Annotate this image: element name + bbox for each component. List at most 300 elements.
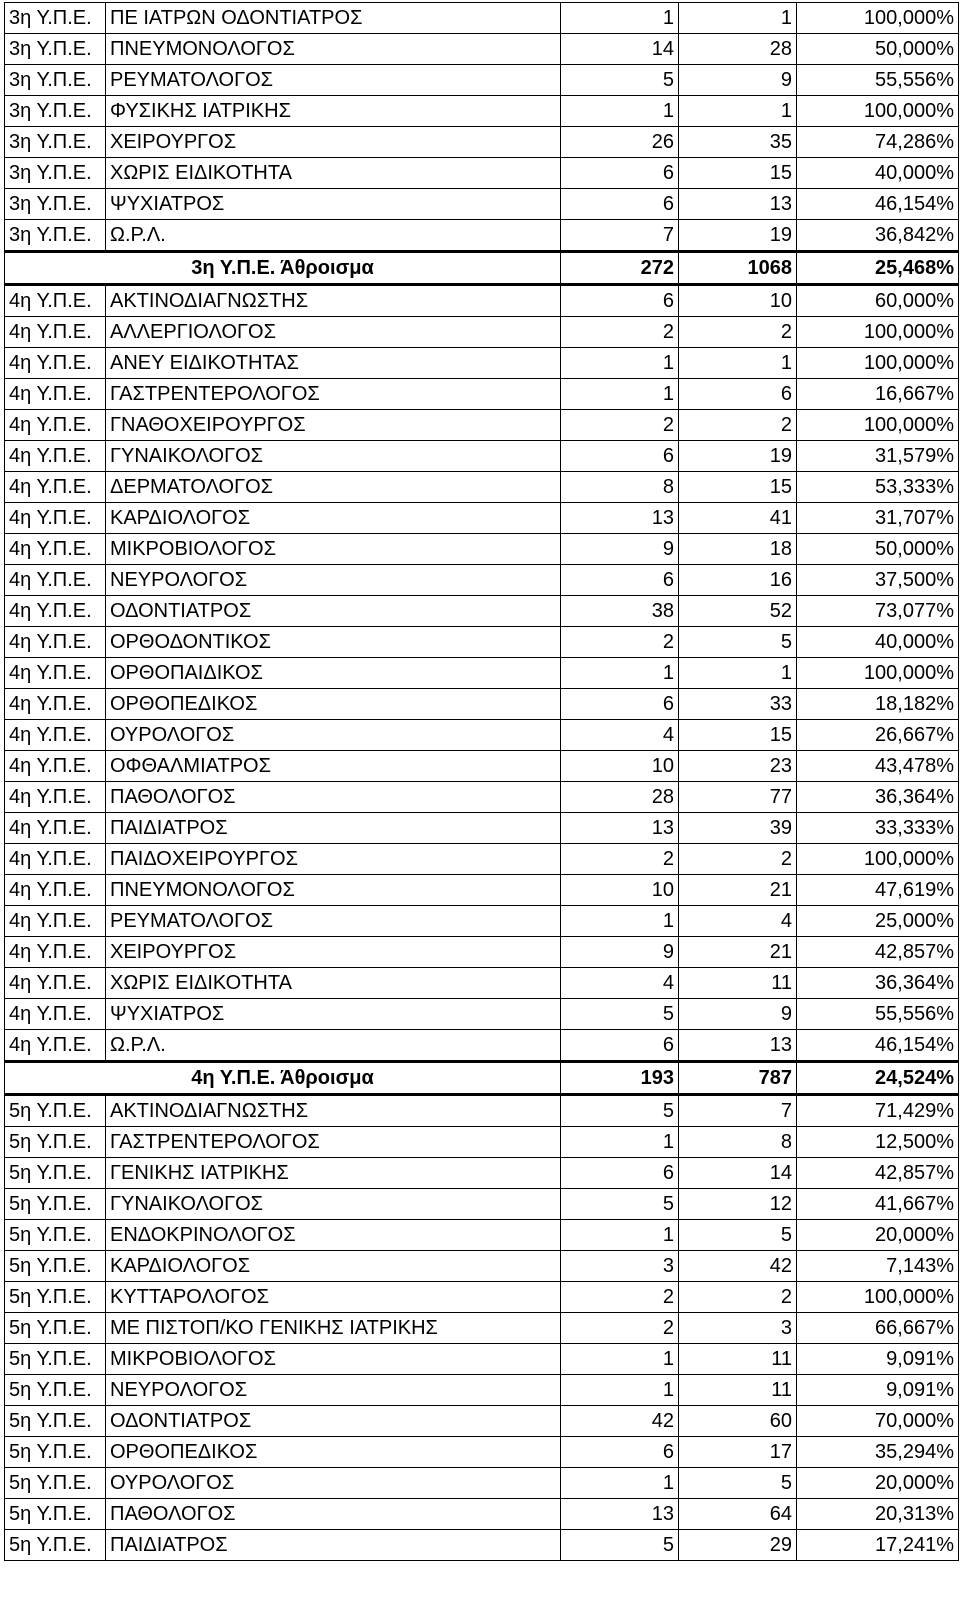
- percent-cell: 100,000%: [797, 3, 959, 34]
- table-row: [5, 1189, 959, 1220]
- percent-cell: 100,000%: [797, 348, 959, 379]
- specialty-cell: ΠΕ ΙΑΤΡΩΝ ΟΔΟΝΤΙΑΤΡΟΣ: [106, 3, 561, 34]
- table-row: [5, 813, 959, 844]
- region-cell: 4η Υ.Π.Ε.: [5, 503, 106, 534]
- percent-cell: 16,667%: [797, 379, 959, 410]
- count-a-cell: 13: [561, 503, 679, 534]
- count-a-cell: 4: [561, 968, 679, 999]
- count-a-cell: 4: [561, 720, 679, 751]
- region-cell: 4η Υ.Π.Ε.: [5, 441, 106, 472]
- specialty-cell: ΠΑΙΔΙΑΤΡΟΣ: [106, 813, 561, 844]
- region-cell: 5η Υ.Π.Ε.: [5, 1127, 106, 1158]
- specialty-cell: ΟΔΟΝΤΙΑΤΡΟΣ: [106, 1406, 561, 1437]
- percent-cell: 25,468%: [797, 252, 959, 285]
- count-b-cell: 42: [679, 1251, 797, 1282]
- region-cell: 4η Υ.Π.Ε.: [5, 875, 106, 906]
- percent-cell: 40,000%: [797, 158, 959, 189]
- table-row: [5, 65, 959, 96]
- region-cell: 3η Υ.Π.Ε.: [5, 158, 106, 189]
- count-b-cell: 13: [679, 1030, 797, 1062]
- specialty-cell: ΟΡΘΟΠΕΔΙΚΟΣ: [106, 1437, 561, 1468]
- percent-cell: 42,857%: [797, 1158, 959, 1189]
- count-a-cell: 6: [561, 565, 679, 596]
- percent-cell: 36,842%: [797, 220, 959, 252]
- percent-cell: 25,000%: [797, 906, 959, 937]
- count-a-cell: 28: [561, 782, 679, 813]
- count-a-cell: 5: [561, 1095, 679, 1127]
- count-a-cell: 1: [561, 96, 679, 127]
- region-cell: 4η Υ.Π.Ε.: [5, 379, 106, 410]
- count-b-cell: 1: [679, 658, 797, 689]
- table-row: [5, 751, 959, 782]
- count-b-cell: 9: [679, 65, 797, 96]
- count-b-cell: 16: [679, 565, 797, 596]
- count-a-cell: 2: [561, 317, 679, 348]
- percent-cell: 33,333%: [797, 813, 959, 844]
- count-a-cell: 26: [561, 127, 679, 158]
- count-a-cell: 272: [561, 252, 679, 285]
- region-cell: 4η Υ.Π.Ε.: [5, 844, 106, 875]
- percent-cell: 50,000%: [797, 34, 959, 65]
- count-b-cell: 9: [679, 999, 797, 1030]
- specialty-cell: ΜΕ ΠΙΣΤΟΠ/ΚΟ ΓΕΝΙΚΗΣ ΙΑΤΡΙΚΗΣ: [106, 1313, 561, 1344]
- count-b-cell: 60: [679, 1406, 797, 1437]
- table-row: [5, 1313, 959, 1344]
- percent-cell: 12,500%: [797, 1127, 959, 1158]
- table-row: [5, 720, 959, 751]
- percent-cell: 53,333%: [797, 472, 959, 503]
- region-cell: 4η Υ.Π.Ε.: [5, 968, 106, 999]
- count-b-cell: 19: [679, 220, 797, 252]
- percent-cell: 100,000%: [797, 1282, 959, 1313]
- specialty-cell: ΝΕΥΡΟΛΟΓΟΣ: [106, 1375, 561, 1406]
- table-row: [5, 906, 959, 937]
- count-b-cell: 2: [679, 1282, 797, 1313]
- table-row: [5, 379, 959, 410]
- count-b-cell: 15: [679, 720, 797, 751]
- percent-cell: 100,000%: [797, 410, 959, 441]
- region-cell: 4η Υ.Π.Ε.: [5, 720, 106, 751]
- subtotal-row: [5, 252, 959, 285]
- count-a-cell: 1: [561, 1375, 679, 1406]
- percent-cell: 20,000%: [797, 1220, 959, 1251]
- count-a-cell: 5: [561, 1530, 679, 1561]
- count-b-cell: 1: [679, 3, 797, 34]
- count-b-cell: 2: [679, 844, 797, 875]
- specialty-cell: ΟΡΘΟΠΕΔΙΚΟΣ: [106, 689, 561, 720]
- count-a-cell: 6: [561, 189, 679, 220]
- percent-cell: 46,154%: [797, 1030, 959, 1062]
- count-a-cell: 10: [561, 751, 679, 782]
- subtotal-label: 4η Υ.Π.Ε. Άθροισμα: [5, 1062, 561, 1095]
- percent-cell: 74,286%: [797, 127, 959, 158]
- count-b-cell: 29: [679, 1530, 797, 1561]
- count-a-cell: 1: [561, 379, 679, 410]
- count-b-cell: 35: [679, 127, 797, 158]
- count-b-cell: 2: [679, 410, 797, 441]
- statistics-table: [4, 2, 959, 1561]
- region-cell: 5η Υ.Π.Ε.: [5, 1406, 106, 1437]
- region-cell: 5η Υ.Π.Ε.: [5, 1468, 106, 1499]
- specialty-cell: ΑΝΕΥ ΕΙΔΙΚΟΤΗΤΑΣ: [106, 348, 561, 379]
- table-row: [5, 658, 959, 689]
- table-row: [5, 875, 959, 906]
- table-row: [5, 596, 959, 627]
- table-row: [5, 1220, 959, 1251]
- region-cell: 4η Υ.Π.Ε.: [5, 999, 106, 1030]
- percent-cell: 47,619%: [797, 875, 959, 906]
- count-b-cell: 18: [679, 534, 797, 565]
- table-body: [5, 3, 959, 1561]
- count-a-cell: 2: [561, 1282, 679, 1313]
- count-a-cell: 6: [561, 689, 679, 720]
- table-row: [5, 472, 959, 503]
- percent-cell: 70,000%: [797, 1406, 959, 1437]
- percent-cell: 36,364%: [797, 968, 959, 999]
- count-a-cell: 6: [561, 1030, 679, 1062]
- count-b-cell: 13: [679, 189, 797, 220]
- region-cell: 3η Υ.Π.Ε.: [5, 220, 106, 252]
- count-a-cell: 42: [561, 1406, 679, 1437]
- count-a-cell: 6: [561, 285, 679, 317]
- table-row: [5, 968, 959, 999]
- table-row: [5, 1344, 959, 1375]
- count-b-cell: 33: [679, 689, 797, 720]
- table-row: [5, 96, 959, 127]
- specialty-cell: ΠΑΙΔΟΧΕΙΡΟΥΡΓΟΣ: [106, 844, 561, 875]
- percent-cell: 41,667%: [797, 1189, 959, 1220]
- table-row: [5, 34, 959, 65]
- percent-cell: 36,364%: [797, 782, 959, 813]
- specialty-cell: ΝΕΥΡΟΛΟΓΟΣ: [106, 565, 561, 596]
- region-cell: 4η Υ.Π.Ε.: [5, 565, 106, 596]
- count-a-cell: 5: [561, 999, 679, 1030]
- table-row: [5, 410, 959, 441]
- table-row: [5, 348, 959, 379]
- count-a-cell: 1: [561, 1220, 679, 1251]
- table-row: [5, 3, 959, 34]
- specialty-cell: ΜΙΚΡΟΒΙΟΛΟΓΟΣ: [106, 534, 561, 565]
- percent-cell: 71,429%: [797, 1095, 959, 1127]
- region-cell: 5η Υ.Π.Ε.: [5, 1095, 106, 1127]
- table-row: [5, 220, 959, 252]
- percent-cell: 31,579%: [797, 441, 959, 472]
- region-cell: 4η Υ.Π.Ε.: [5, 285, 106, 317]
- count-b-cell: 41: [679, 503, 797, 534]
- count-a-cell: 5: [561, 1189, 679, 1220]
- percent-cell: 31,707%: [797, 503, 959, 534]
- count-b-cell: 8: [679, 1127, 797, 1158]
- percent-cell: 9,091%: [797, 1375, 959, 1406]
- table-row: [5, 189, 959, 220]
- percent-cell: 43,478%: [797, 751, 959, 782]
- count-b-cell: 15: [679, 158, 797, 189]
- region-cell: 5η Υ.Π.Ε.: [5, 1251, 106, 1282]
- percent-cell: 7,143%: [797, 1251, 959, 1282]
- count-a-cell: 6: [561, 158, 679, 189]
- count-a-cell: 1: [561, 1344, 679, 1375]
- table-row: [5, 1030, 959, 1062]
- table-row: [5, 285, 959, 317]
- table-row: [5, 1127, 959, 1158]
- table-row: [5, 317, 959, 348]
- table-row: [5, 999, 959, 1030]
- specialty-cell: ΡΕΥΜΑΤΟΛΟΓΟΣ: [106, 65, 561, 96]
- region-cell: 3η Υ.Π.Ε.: [5, 127, 106, 158]
- specialty-cell: ΟΔΟΝΤΙΑΤΡΟΣ: [106, 596, 561, 627]
- count-b-cell: 1068: [679, 252, 797, 285]
- region-cell: 4η Υ.Π.Ε.: [5, 317, 106, 348]
- specialty-cell: ΚΑΡΔΙΟΛΟΓΟΣ: [106, 503, 561, 534]
- table-row: [5, 1095, 959, 1127]
- specialty-cell: ΧΩΡΙΣ ΕΙΔΙΚΟΤΗΤΑ: [106, 968, 561, 999]
- count-b-cell: 17: [679, 1437, 797, 1468]
- percent-cell: 55,556%: [797, 999, 959, 1030]
- count-b-cell: 12: [679, 1189, 797, 1220]
- percent-cell: 17,241%: [797, 1530, 959, 1561]
- specialty-cell: ΟΡΘΟΠΑΙΔΙΚΟΣ: [106, 658, 561, 689]
- region-cell: 3η Υ.Π.Ε.: [5, 189, 106, 220]
- specialty-cell: ΓΕΝΙΚΗΣ ΙΑΤΡΙΚΗΣ: [106, 1158, 561, 1189]
- region-cell: 4η Υ.Π.Ε.: [5, 596, 106, 627]
- region-cell: 5η Υ.Π.Ε.: [5, 1189, 106, 1220]
- subtotal-row: [5, 1062, 959, 1095]
- specialty-cell: ΓΥΝΑΙΚΟΛΟΓΟΣ: [106, 441, 561, 472]
- region-cell: 5η Υ.Π.Ε.: [5, 1530, 106, 1561]
- region-cell: 5η Υ.Π.Ε.: [5, 1499, 106, 1530]
- region-cell: 5η Υ.Π.Ε.: [5, 1344, 106, 1375]
- count-b-cell: 39: [679, 813, 797, 844]
- percent-cell: 42,857%: [797, 937, 959, 968]
- count-a-cell: 193: [561, 1062, 679, 1095]
- table-row: [5, 127, 959, 158]
- count-b-cell: 5: [679, 1468, 797, 1499]
- percent-cell: 9,091%: [797, 1344, 959, 1375]
- subtotal-label: 3η Υ.Π.Ε. Άθροισμα: [5, 252, 561, 285]
- count-a-cell: 7: [561, 220, 679, 252]
- specialty-cell: ΑΚΤΙΝΟΔΙΑΓΝΩΣΤΗΣ: [106, 1095, 561, 1127]
- percent-cell: 100,000%: [797, 844, 959, 875]
- specialty-cell: ΓΝΑΘΟΧΕΙΡΟΥΡΓΟΣ: [106, 410, 561, 441]
- table-row: [5, 441, 959, 472]
- region-cell: 3η Υ.Π.Ε.: [5, 65, 106, 96]
- count-a-cell: 13: [561, 813, 679, 844]
- region-cell: 4η Υ.Π.Ε.: [5, 1030, 106, 1062]
- region-cell: 4η Υ.Π.Ε.: [5, 813, 106, 844]
- region-cell: 4η Υ.Π.Ε.: [5, 782, 106, 813]
- specialty-cell: ΓΥΝΑΙΚΟΛΟΓΟΣ: [106, 1189, 561, 1220]
- percent-cell: 50,000%: [797, 534, 959, 565]
- percent-cell: 66,667%: [797, 1313, 959, 1344]
- count-b-cell: 10: [679, 285, 797, 317]
- region-cell: 5η Υ.Π.Ε.: [5, 1375, 106, 1406]
- specialty-cell: ΟΦΘΑΛΜΙΑΤΡΟΣ: [106, 751, 561, 782]
- region-cell: 5η Υ.Π.Ε.: [5, 1313, 106, 1344]
- specialty-cell: ΦΥΣΙΚΗΣ ΙΑΤΡΙΚΗΣ: [106, 96, 561, 127]
- count-a-cell: 2: [561, 627, 679, 658]
- table-row: [5, 565, 959, 596]
- count-b-cell: 64: [679, 1499, 797, 1530]
- specialty-cell: ΚΑΡΔΙΟΛΟΓΟΣ: [106, 1251, 561, 1282]
- percent-cell: 35,294%: [797, 1437, 959, 1468]
- count-b-cell: 1: [679, 348, 797, 379]
- table-row: [5, 1375, 959, 1406]
- count-b-cell: 19: [679, 441, 797, 472]
- count-a-cell: 5: [561, 65, 679, 96]
- count-b-cell: 11: [679, 1375, 797, 1406]
- specialty-cell: ΕΝΔΟΚΡΙΝΟΛΟΓΟΣ: [106, 1220, 561, 1251]
- region-cell: 4η Υ.Π.Ε.: [5, 937, 106, 968]
- count-b-cell: 21: [679, 875, 797, 906]
- specialty-cell: ΟΡΘΟΔΟΝΤΙΚΟΣ: [106, 627, 561, 658]
- specialty-cell: ΠΑΙΔΙΑΤΡΟΣ: [106, 1530, 561, 1561]
- count-b-cell: 5: [679, 1220, 797, 1251]
- count-b-cell: 52: [679, 596, 797, 627]
- specialty-cell: ΜΙΚΡΟΒΙΟΛΟΓΟΣ: [106, 1344, 561, 1375]
- count-a-cell: 13: [561, 1499, 679, 1530]
- specialty-cell: ΧΕΙΡΟΥΡΓΟΣ: [106, 127, 561, 158]
- region-cell: 4η Υ.Π.Ε.: [5, 348, 106, 379]
- region-cell: 4η Υ.Π.Ε.: [5, 751, 106, 782]
- count-b-cell: 787: [679, 1062, 797, 1095]
- count-a-cell: 1: [561, 1127, 679, 1158]
- specialty-cell: ΨΥΧΙΑΤΡΟΣ: [106, 189, 561, 220]
- count-b-cell: 21: [679, 937, 797, 968]
- region-cell: 4η Υ.Π.Ε.: [5, 627, 106, 658]
- specialty-cell: ΠΝΕΥΜΟΝΟΛΟΓΟΣ: [106, 34, 561, 65]
- percent-cell: 37,500%: [797, 565, 959, 596]
- count-b-cell: 11: [679, 968, 797, 999]
- count-a-cell: 1: [561, 1468, 679, 1499]
- count-a-cell: 3: [561, 1251, 679, 1282]
- count-a-cell: 10: [561, 875, 679, 906]
- specialty-cell: ΠΑΘΟΛΟΓΟΣ: [106, 782, 561, 813]
- table-row: [5, 782, 959, 813]
- specialty-cell: ΔΕΡΜΑΤΟΛΟΓΟΣ: [106, 472, 561, 503]
- specialty-cell: ΚΥΤΤΑΡΟΛΟΓΟΣ: [106, 1282, 561, 1313]
- count-b-cell: 14: [679, 1158, 797, 1189]
- count-b-cell: 77: [679, 782, 797, 813]
- percent-cell: 100,000%: [797, 96, 959, 127]
- count-a-cell: 1: [561, 658, 679, 689]
- region-cell: 4η Υ.Π.Ε.: [5, 410, 106, 441]
- count-a-cell: 1: [561, 906, 679, 937]
- count-a-cell: 9: [561, 937, 679, 968]
- table-row: [5, 844, 959, 875]
- count-a-cell: 14: [561, 34, 679, 65]
- count-a-cell: 2: [561, 844, 679, 875]
- specialty-cell: ΑΛΛΕΡΓΙΟΛΟΓΟΣ: [106, 317, 561, 348]
- specialty-cell: ΟΥΡΟΛΟΓΟΣ: [106, 720, 561, 751]
- specialty-cell: ΟΥΡΟΛΟΓΟΣ: [106, 1468, 561, 1499]
- table-row: [5, 1406, 959, 1437]
- table-row: [5, 1468, 959, 1499]
- specialty-cell: ΠΝΕΥΜΟΝΟΛΟΓΟΣ: [106, 875, 561, 906]
- count-a-cell: 38: [561, 596, 679, 627]
- count-a-cell: 6: [561, 1437, 679, 1468]
- count-b-cell: 4: [679, 906, 797, 937]
- count-a-cell: 1: [561, 348, 679, 379]
- specialty-cell: ΓΑΣΤΡΕΝΤΕΡΟΛΟΓΟΣ: [106, 1127, 561, 1158]
- region-cell: 5η Υ.Π.Ε.: [5, 1158, 106, 1189]
- specialty-cell: ΓΑΣΤΡΕΝΤΕΡΟΛΟΓΟΣ: [106, 379, 561, 410]
- percent-cell: 40,000%: [797, 627, 959, 658]
- table-row: [5, 689, 959, 720]
- region-cell: 5η Υ.Π.Ε.: [5, 1282, 106, 1313]
- count-b-cell: 1: [679, 96, 797, 127]
- table-row: [5, 158, 959, 189]
- region-cell: 4η Υ.Π.Ε.: [5, 906, 106, 937]
- table-row: [5, 503, 959, 534]
- region-cell: 5η Υ.Π.Ε.: [5, 1437, 106, 1468]
- count-b-cell: 2: [679, 317, 797, 348]
- specialty-cell: ΨΥΧΙΑΤΡΟΣ: [106, 999, 561, 1030]
- table-row: [5, 1282, 959, 1313]
- region-cell: 3η Υ.Π.Ε.: [5, 34, 106, 65]
- count-a-cell: 9: [561, 534, 679, 565]
- percent-cell: 73,077%: [797, 596, 959, 627]
- count-b-cell: 23: [679, 751, 797, 782]
- count-b-cell: 3: [679, 1313, 797, 1344]
- region-cell: 4η Υ.Π.Ε.: [5, 689, 106, 720]
- count-b-cell: 5: [679, 627, 797, 658]
- percent-cell: 60,000%: [797, 285, 959, 317]
- region-cell: 4η Υ.Π.Ε.: [5, 658, 106, 689]
- region-cell: 3η Υ.Π.Ε.: [5, 96, 106, 127]
- percent-cell: 20,313%: [797, 1499, 959, 1530]
- percent-cell: 26,667%: [797, 720, 959, 751]
- specialty-cell: Ω.Ρ.Λ.: [106, 1030, 561, 1062]
- specialty-cell: ΧΕΙΡΟΥΡΓΟΣ: [106, 937, 561, 968]
- region-cell: 4η Υ.Π.Ε.: [5, 472, 106, 503]
- table-row: [5, 534, 959, 565]
- percent-cell: 24,524%: [797, 1062, 959, 1095]
- count-b-cell: 6: [679, 379, 797, 410]
- count-a-cell: 6: [561, 441, 679, 472]
- count-b-cell: 28: [679, 34, 797, 65]
- specialty-cell: ΠΑΘΟΛΟΓΟΣ: [106, 1499, 561, 1530]
- count-b-cell: 15: [679, 472, 797, 503]
- table-row: [5, 937, 959, 968]
- count-a-cell: 2: [561, 410, 679, 441]
- percent-cell: 100,000%: [797, 317, 959, 348]
- percent-cell: 46,154%: [797, 189, 959, 220]
- region-cell: 5η Υ.Π.Ε.: [5, 1220, 106, 1251]
- specialty-cell: Ω.Ρ.Λ.: [106, 220, 561, 252]
- specialty-cell: ΧΩΡΙΣ ΕΙΔΙΚΟΤΗΤΑ: [106, 158, 561, 189]
- table-row: [5, 1499, 959, 1530]
- table-row: [5, 1158, 959, 1189]
- specialty-cell: ΡΕΥΜΑΤΟΛΟΓΟΣ: [106, 906, 561, 937]
- count-a-cell: 8: [561, 472, 679, 503]
- percent-cell: 100,000%: [797, 658, 959, 689]
- region-cell: 4η Υ.Π.Ε.: [5, 534, 106, 565]
- table-row: [5, 1530, 959, 1561]
- table-row: [5, 1251, 959, 1282]
- region-cell: 3η Υ.Π.Ε.: [5, 3, 106, 34]
- count-a-cell: 6: [561, 1158, 679, 1189]
- specialty-cell: ΑΚΤΙΝΟΔΙΑΓΝΩΣΤΗΣ: [106, 285, 561, 317]
- percent-cell: 18,182%: [797, 689, 959, 720]
- count-a-cell: 2: [561, 1313, 679, 1344]
- count-a-cell: 1: [561, 3, 679, 34]
- table-row: [5, 1437, 959, 1468]
- table-row: [5, 627, 959, 658]
- percent-cell: 20,000%: [797, 1468, 959, 1499]
- count-b-cell: 11: [679, 1344, 797, 1375]
- percent-cell: 55,556%: [797, 65, 959, 96]
- count-b-cell: 7: [679, 1095, 797, 1127]
